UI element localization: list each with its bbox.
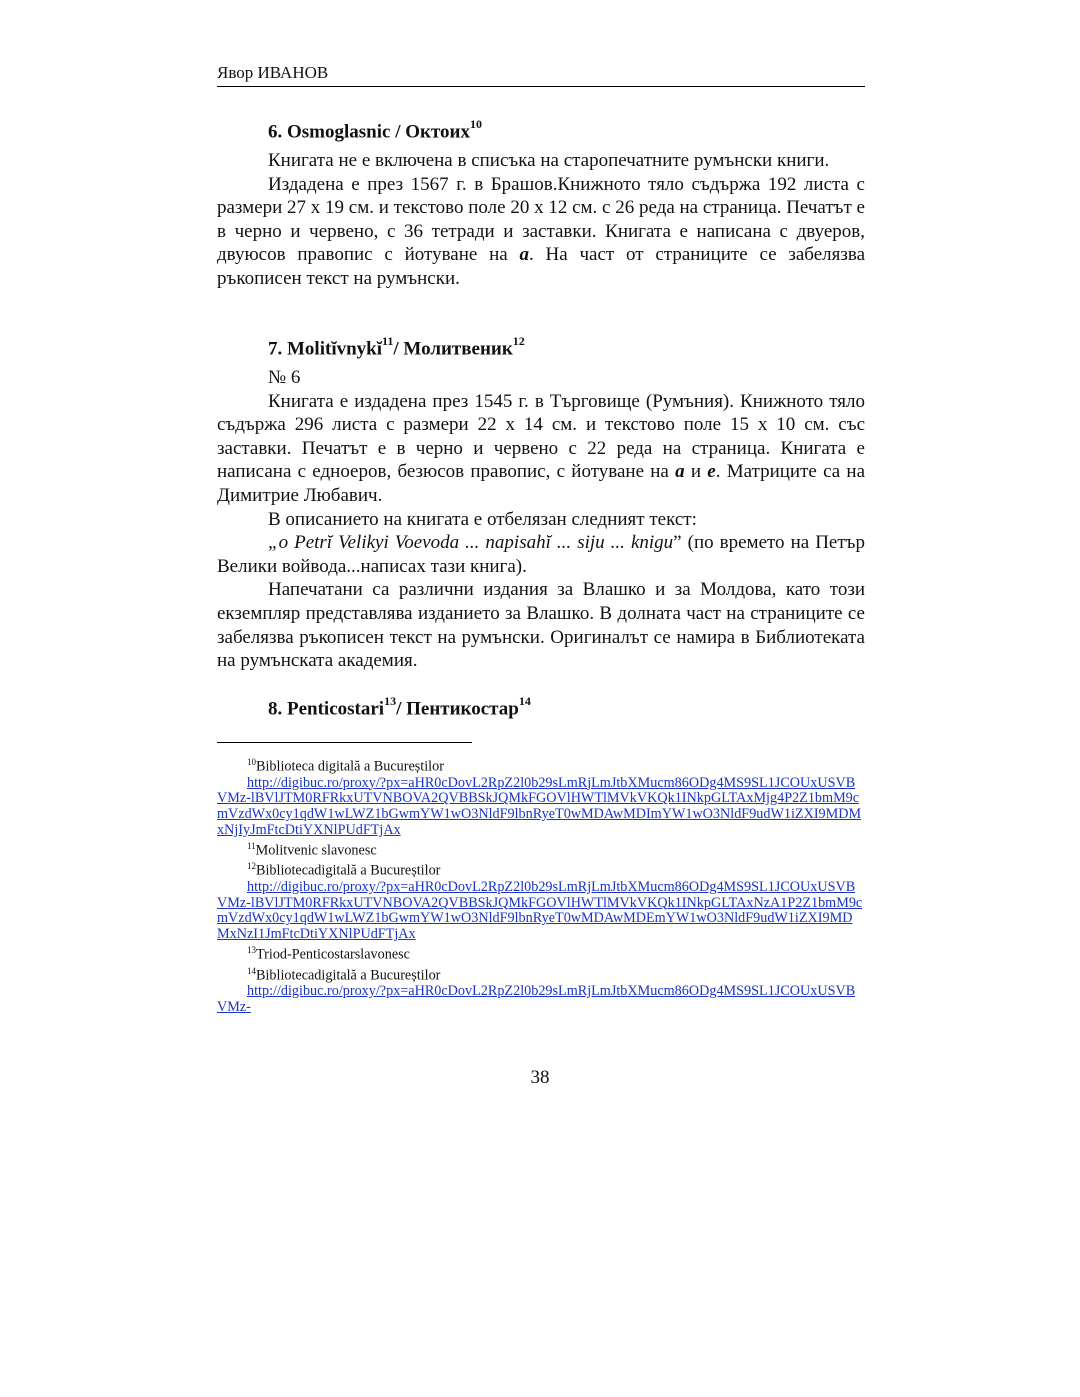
footnote-ref-13[interactable]: 13 <box>384 694 397 708</box>
footnote-divider <box>217 742 472 743</box>
page-number: 38 <box>530 1067 550 1088</box>
section-8-heading: 8. Penticostari$^{13}$/ Пентикостар$^{14}$ <box>268 694 531 720</box>
paragraph: Книгата не е включена в списъка на старопечатните румънски книги. <box>268 150 830 171</box>
running-header <box>217 62 865 87</box>
footnote-12: $^{12}$Bibliotecadigitală a Bucureștilor <box>247 861 441 879</box>
footnote-12-link-line <box>217 880 865 943</box>
section-7-body <box>217 366 865 673</box>
footnote-10: $^{10}$Biblioteca digitală a Bucureștilor <box>247 757 444 775</box>
section-6-body <box>217 149 865 291</box>
footnote-13: $^{13}$Triod-Penticostarslavonesc <box>247 944 410 963</box>
author-name: Явор ИВАНОВ <box>217 63 329 82</box>
footnote-11: $^{11}$Molitvenic slavonesc <box>247 840 377 859</box>
quote-paragraph: „о Petrĭ Velikyi Voevoda ... napisahĭ ... siju ... knigu” (по времето на Петър Велики войвода...написах тази книга). <box>217 532 865 577</box>
footnote-ref-10[interactable]: 10 <box>470 117 482 131</box>
section-7-heading: 7. Molitĭvnykĭ$^{11}$/ Молитвеник$^{12}$ <box>268 334 525 360</box>
paragraph: Напечатани са различни издания за Влашко и за Молдова, като този екземпляр представлява изданието за Влашко. В долната част на страниците се забелязва ръкописен текст на румънски. Оригиналът се намира в Библиотеката на румънската академия. <box>217 579 865 672</box>
footnote-10-link[interactable]: http://digibuc.ro/proxy/?px=aHR0cDovL2RpZ2l0b29sLmRjLmJtbXMucm86ODg4MS9SL1JCOUxUSVBVMz-lBVlJTM0RFRkxUTVNBOVA2QVBBSkJQMkFGOVlHWTlMVkVKQk1INkpGLTAxMjg4P2Z1bmM9cmVzdWx0cy1qdW1wLWZ1bGwmYW1wO3NldF9lbnRyeT0wMDAwMDImYW1wO3NldF9udW1iZXI9MDMxNjIyJmFtcDtiYXNlPUdFTjAx <box>217 774 862 838</box>
footnote-10-link-line <box>217 776 865 839</box>
paragraph: В описанието на книгата е отбелязан следният текст: <box>268 508 697 530</box>
footnote-14-link-line <box>217 984 865 1016</box>
footnotes <box>217 755 865 1016</box>
section-6-heading: 6. Osmoglasnic / Октоих$^{10}$ <box>268 117 482 143</box>
paragraph: Книгата е издадена през 1545 г. в Търговище (Румъния). Книжното тяло съдържа 296 листа с размери 22 x 14 см. и текстово поле 15 x 10 см. със заставки. Печатът е в черно и червено с 22 реда на страница. Книгата е написана с едноеров, безюсов правопис, с йотуване на а и е. Матриците са на Димитрие Любавич. <box>217 390 866 506</box>
catalog-number: № 6 <box>268 367 301 388</box>
footnote-12-link[interactable]: http://digibuc.ro/proxy/?px=aHR0cDovL2RpZ2l0b29sLmRjLmJtbXMucm86ODg4MS9SL1JCOUxUSVBVMz-lBVlJTM0RFRkxUTVNBOVA2QVBBSkJQMkFGOVlHWTlMVkVKQk1INkpGLTAxNzA1P2Z1bmM9cmVzdWx0cy1qdW1wLWZ1bGwmYW1wO3NldF9lbnRyeT0wMDAwMDEmYW1wO3NldF9udW1iZXI9MDMxNzI1JmFtcDtiYXNlPUdFTjAx <box>217 878 863 943</box>
paragraph: Издадена е през 1567 г. в Брашов.Книжното тяло съдържа 192 листа с размери 27 x 19 см. и текстово поле 20 x 12 см. с 26 реда на страница. Печатът е в черно и червено, с 36 тетради и заставки. Книгата е написана с двуеров, двуюсов правопис с йотуване на а. На част от страниците се забелязва ръкописен текст на румънски. <box>217 173 866 289</box>
footnote-14: $^{14}$Bibliotecadigitală a Bucureștilor <box>247 965 441 984</box>
footnote-14-link[interactable]: http://digibuc.ro/proxy/?px=aHR0cDovL2RpZ2l0b29sLmRjLmJtbXMucm86ODg4MS9SL1JCOUxUSVBVMz- <box>217 983 856 1015</box>
footnote-ref-14[interactable]: 14 <box>518 694 531 708</box>
footnote-ref-11[interactable]: 11 <box>382 334 394 348</box>
footnote-ref-12[interactable]: 12 <box>512 334 525 348</box>
